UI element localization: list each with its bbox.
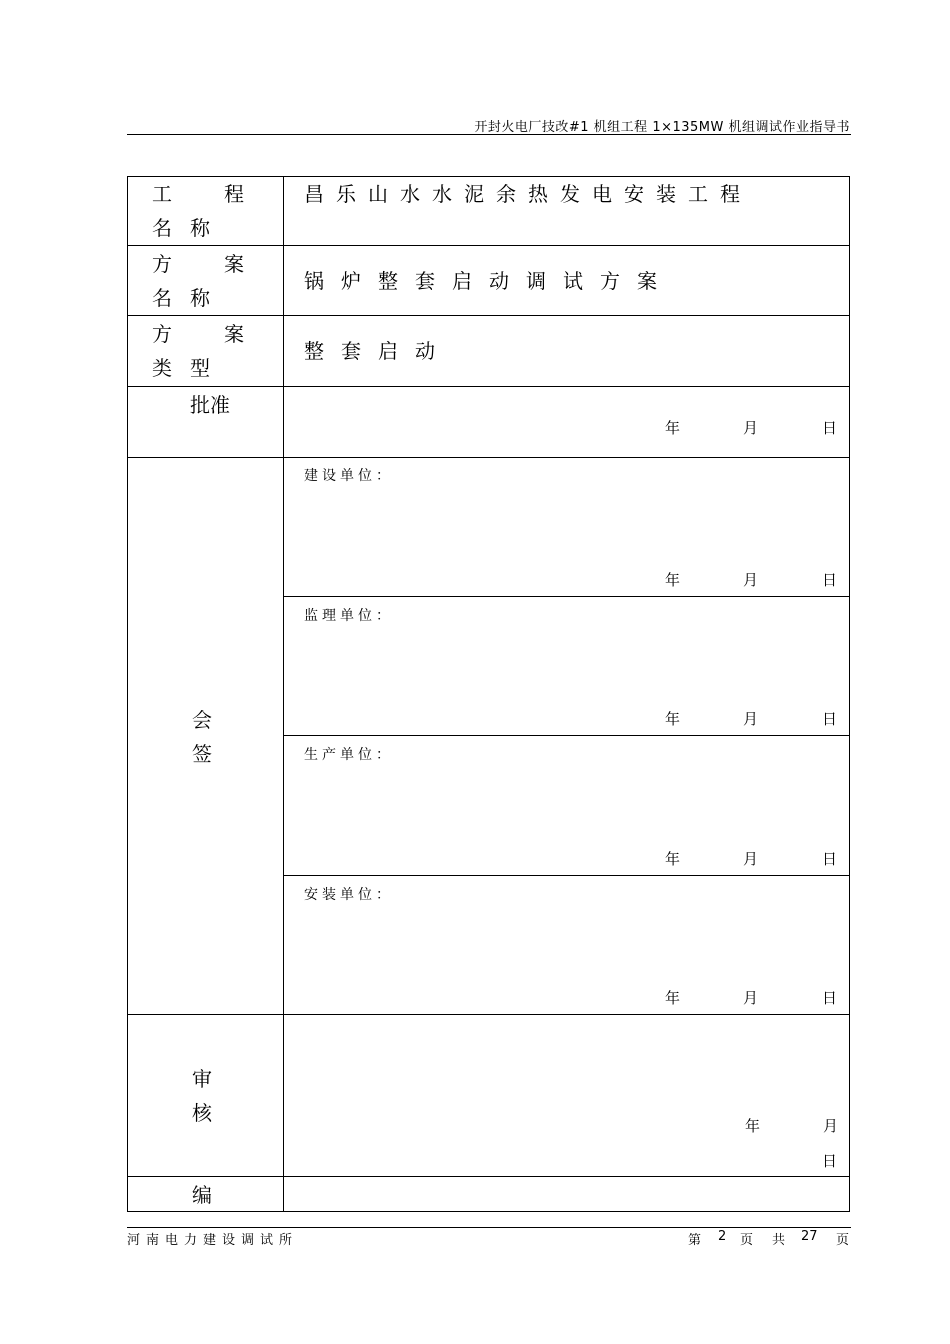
row-divider	[127, 1014, 850, 1015]
document-header-title: 开封火电厂技改#1 机组工程 1×135MW 机组调试作业指导书	[474, 120, 850, 135]
row-divider	[127, 386, 850, 387]
total-prefix: 共	[772, 1233, 786, 1248]
row-divider	[127, 315, 850, 316]
date-month: 月	[743, 419, 759, 437]
date-year: 年	[665, 850, 681, 868]
row-divider	[127, 245, 850, 246]
page-prefix: 第	[688, 1233, 702, 1248]
date-month: 月	[743, 710, 759, 728]
approve-label: 批准	[190, 393, 230, 417]
footer-organization: 河南电力建设调试所	[127, 1233, 299, 1248]
unit-divider	[283, 875, 850, 876]
footer-rule	[127, 1227, 851, 1228]
page-number: 2	[718, 1229, 727, 1244]
supervision-unit-label: 监理单位：	[304, 608, 394, 624]
total-suffix: 页	[836, 1233, 850, 1248]
review-label: 审核	[192, 1067, 212, 1125]
date-day: 日	[822, 850, 838, 868]
plan-type-label: 方案类型	[152, 322, 262, 380]
row-divider	[127, 457, 850, 458]
date-month: 月	[743, 989, 759, 1007]
date-day: 日	[822, 419, 838, 437]
date-year: 年	[665, 419, 681, 437]
date-day: 日	[822, 710, 838, 728]
unit-divider	[283, 735, 850, 736]
plan-name-label: 方案名称	[152, 252, 262, 310]
plan-name-value: 锅炉整套启动调试方案	[304, 269, 674, 293]
project-name-value: 昌乐山水水泥余热发电安装工程	[304, 182, 752, 206]
date-year: 年	[665, 989, 681, 1007]
date-day: 日	[822, 1152, 838, 1170]
date-month: 月	[823, 1117, 839, 1135]
date-day: 日	[822, 571, 838, 589]
project-name-label: 工程名称	[152, 182, 262, 240]
date-year: 年	[665, 571, 681, 589]
date-month: 月	[743, 850, 759, 868]
plan-type-value: 整套启动	[304, 339, 452, 363]
header-rule	[127, 134, 851, 135]
total-pages: 27	[801, 1229, 818, 1244]
page-mid: 页	[740, 1233, 754, 1248]
date-day: 日	[822, 989, 838, 1007]
countersign-label: 会签	[192, 708, 212, 766]
installation-unit-label: 安装单位：	[304, 887, 394, 903]
date-month: 月	[743, 571, 759, 589]
date-year: 年	[745, 1117, 761, 1135]
row-divider	[127, 1176, 850, 1177]
production-unit-label: 生产单位：	[304, 747, 394, 763]
label-column-divider	[283, 176, 284, 1212]
construction-unit-label: 建设单位：	[304, 468, 394, 484]
compile-label: 编	[192, 1183, 212, 1207]
unit-divider	[283, 596, 850, 597]
date-year: 年	[665, 710, 681, 728]
